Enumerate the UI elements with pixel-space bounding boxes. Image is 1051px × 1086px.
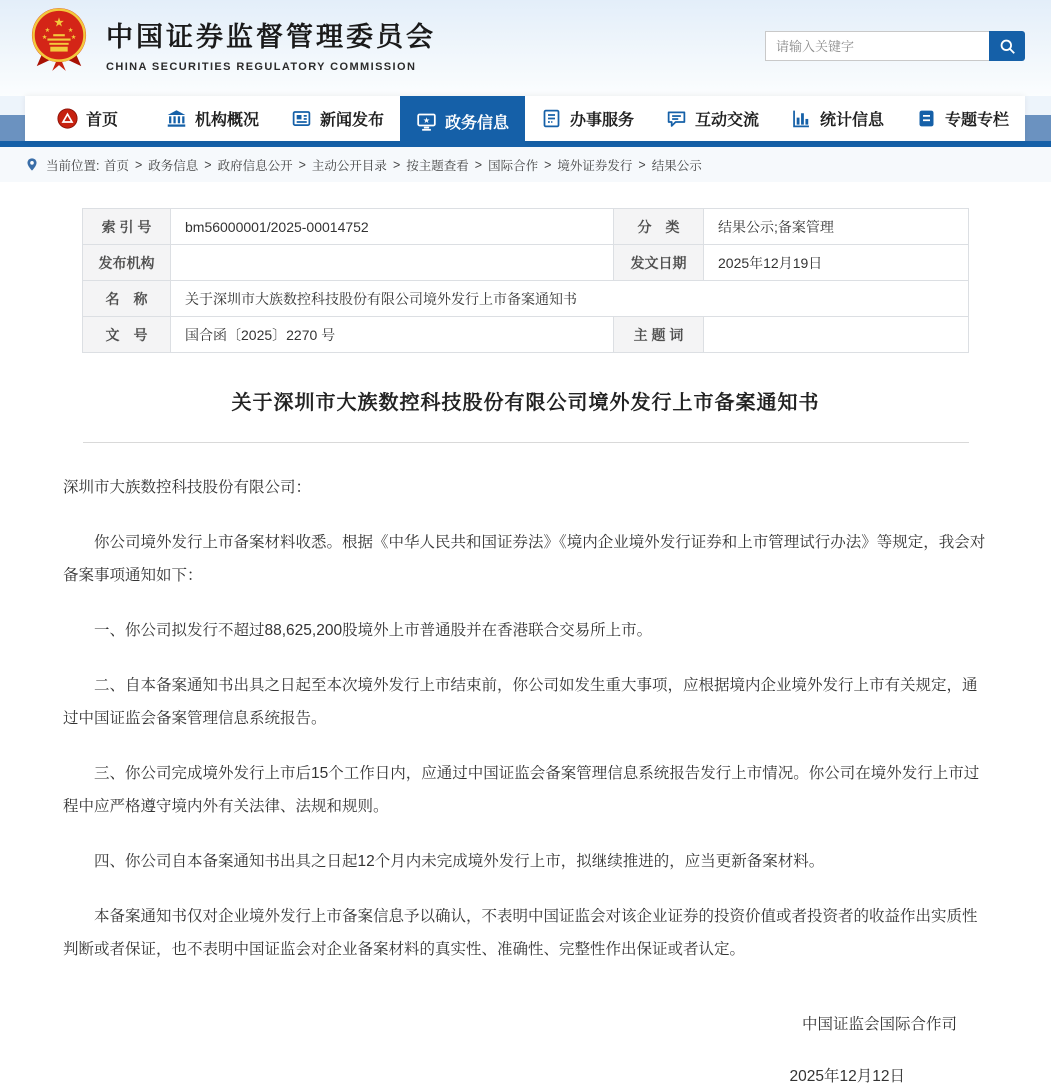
meta-category-label: 分 类 [614, 209, 704, 245]
document-list-icon [541, 108, 562, 129]
newspaper-icon [291, 108, 312, 129]
nav-item-special-topics[interactable] [900, 96, 1025, 141]
nav-item-label: 统计信息 [819, 112, 884, 129]
meta-index-label: 索 引 号 [83, 209, 171, 245]
document-meta-table [82, 208, 969, 353]
nav-item-label: 办事服务 [569, 112, 634, 129]
meta-keywords-label: 主 题 词 [614, 317, 704, 353]
main-content [0, 208, 1051, 1086]
paragraph: 本备案通知书仅对企业境外发行上市备案信息予以确认，不表明中国证监会对该企业证券的投资价值或者投资者的收益作出实质性判断或者保证，也不表明中国证监会对企业备案材料的真实性、准确性、完整性作出保证或者认定。 [63, 908, 978, 958]
meta-name-label: 名 称 [83, 281, 171, 317]
paragraph: 四、你公司自本备案通知书出具之日起12个月内未完成境外发行上市，拟继续推进的，应当更新备案材料。 [94, 853, 825, 870]
meta-docno-label: 文 号 [83, 317, 171, 353]
table-row [83, 281, 969, 317]
org-name-cn: 中国证券监督管理委员会 [106, 21, 436, 52]
document-body [0, 443, 1051, 966]
nav-item-label: 首页 [85, 112, 118, 129]
salutation: 深圳市大族数控科技股份有限公司： [63, 479, 312, 496]
breadcrumb-item-overseas-issuance[interactable]: 境外证券发行 [557, 158, 633, 173]
signature-block [0, 988, 1051, 1086]
nav-item-services[interactable] [525, 96, 650, 141]
institution-icon [166, 108, 187, 129]
breadcrumb-separator: > [638, 157, 646, 172]
meta-publisher-label: 发布机构 [83, 245, 171, 281]
nav-item-label: 新闻发布 [319, 112, 384, 129]
breadcrumb-separator: > [544, 157, 552, 172]
nav-bottom-bar [0, 141, 1051, 147]
meta-date-value: 2025年12月19日 [704, 245, 969, 281]
meta-name-value: 关于深圳市大族数控科技股份有限公司境外发行上市备案通知书 [171, 281, 969, 317]
meta-docno-value: 国合函〔2025〕2270 号 [171, 317, 614, 353]
search-icon [998, 37, 1017, 56]
search-input[interactable] [765, 31, 989, 61]
national-emblem-icon [30, 6, 88, 77]
site-brand [30, 6, 436, 77]
meta-keywords-value [704, 317, 969, 353]
breadcrumb-separator: > [474, 157, 483, 172]
search-box [765, 31, 1025, 61]
breadcrumb-item-catalog[interactable]: 主动公开目录 [311, 158, 387, 173]
breadcrumb-item-home[interactable]: 首页 [103, 158, 129, 173]
breadcrumb-separator: > [298, 157, 306, 172]
breadcrumb-prefix: 当前位置: [46, 158, 100, 173]
nav-item-label: 政务信息 [444, 115, 509, 132]
meta-category-value: 结果公示;备案管理 [704, 209, 969, 245]
search-button[interactable] [989, 31, 1025, 61]
table-row [83, 245, 969, 281]
nav-item-news[interactable] [275, 96, 400, 141]
site-header [0, 0, 1051, 96]
monitor-icon [416, 111, 437, 132]
meta-index-value: bm56000001/2025-00014752 [171, 209, 614, 245]
breadcrumb [0, 147, 1051, 182]
svg-text:★: ★ [422, 115, 431, 125]
nav-item-label: 专题专栏 [944, 112, 1009, 129]
main-nav [0, 96, 1051, 147]
svg-text:★: ★ [41, 34, 48, 41]
org-name-en: CHINA SECURITIES REGULATORY COMMISSION [106, 60, 417, 73]
breadcrumb-item-gov-info[interactable]: 政务信息 [148, 158, 199, 173]
nav-item-interaction[interactable] [650, 96, 775, 141]
csrc-logo-icon [57, 108, 78, 129]
signer-name: 中国证监会国际合作司 [801, 1016, 957, 1033]
table-row [83, 317, 969, 353]
meta-publisher-value [171, 245, 614, 281]
location-pin-icon [25, 156, 39, 173]
paragraph: 你公司境外发行上市备案材料收悉。根据《中华人民共和国证券法》《境内企业境外发行证券和上市管理试行办法》等规定，我会对备案事项通知如下： [63, 534, 986, 584]
breadcrumb-item-by-topic[interactable]: 按主题查看 [406, 158, 469, 173]
breadcrumb-item-results[interactable]: 结果公示 [651, 158, 702, 173]
bar-chart-icon [791, 108, 812, 129]
nav-item-label: 互动交流 [694, 112, 759, 129]
table-row [83, 209, 969, 245]
svg-text:★: ★ [67, 27, 74, 35]
breadcrumb-separator: > [392, 157, 401, 172]
svg-text:★: ★ [44, 27, 51, 35]
nav-item-about[interactable] [150, 96, 275, 141]
paragraph: 二、自本备案通知书出具之日起至本次境外发行上市结束前，你公司如发生重大事项，应根据境内企业境外发行上市有关规定，通过中国证监会备案管理信息系统报告。 [63, 677, 978, 727]
nav-item-home[interactable] [25, 96, 150, 141]
paragraph: 三、你公司完成境外发行上市后15个工作日内，应通过中国证监会备案管理信息系统报告发行上市情况。你公司在境外发行上市过程中应严格遵守境内外有关法律、法规和规则。 [63, 765, 980, 815]
breadcrumb-item-disclosure[interactable]: 政府信息公开 [217, 158, 293, 173]
paragraph: 一、你公司拟发行不超过88,625,200股境外上市普通股并在香港联合交易所上市。 [94, 622, 653, 639]
svg-text:★: ★ [70, 34, 77, 41]
nav-item-gov-info[interactable] [400, 96, 525, 147]
topic-doc-icon [916, 108, 937, 129]
meta-date-label: 发文日期 [614, 245, 704, 281]
chat-bubble-icon [666, 108, 687, 129]
breadcrumb-separator: > [204, 157, 212, 172]
breadcrumb-item-intl-coop[interactable]: 国际合作 [488, 158, 539, 173]
breadcrumb-separator: > [134, 157, 143, 172]
nav-item-label: 机构概况 [194, 112, 259, 129]
nav-item-statistics[interactable] [775, 96, 900, 141]
signature-date: 2025年12月12日 [789, 1068, 905, 1085]
page-title: 关于深圳市大族数控科技股份有限公司境外发行上市备案通知书 [231, 392, 820, 414]
svg-text:★: ★ [53, 15, 65, 30]
